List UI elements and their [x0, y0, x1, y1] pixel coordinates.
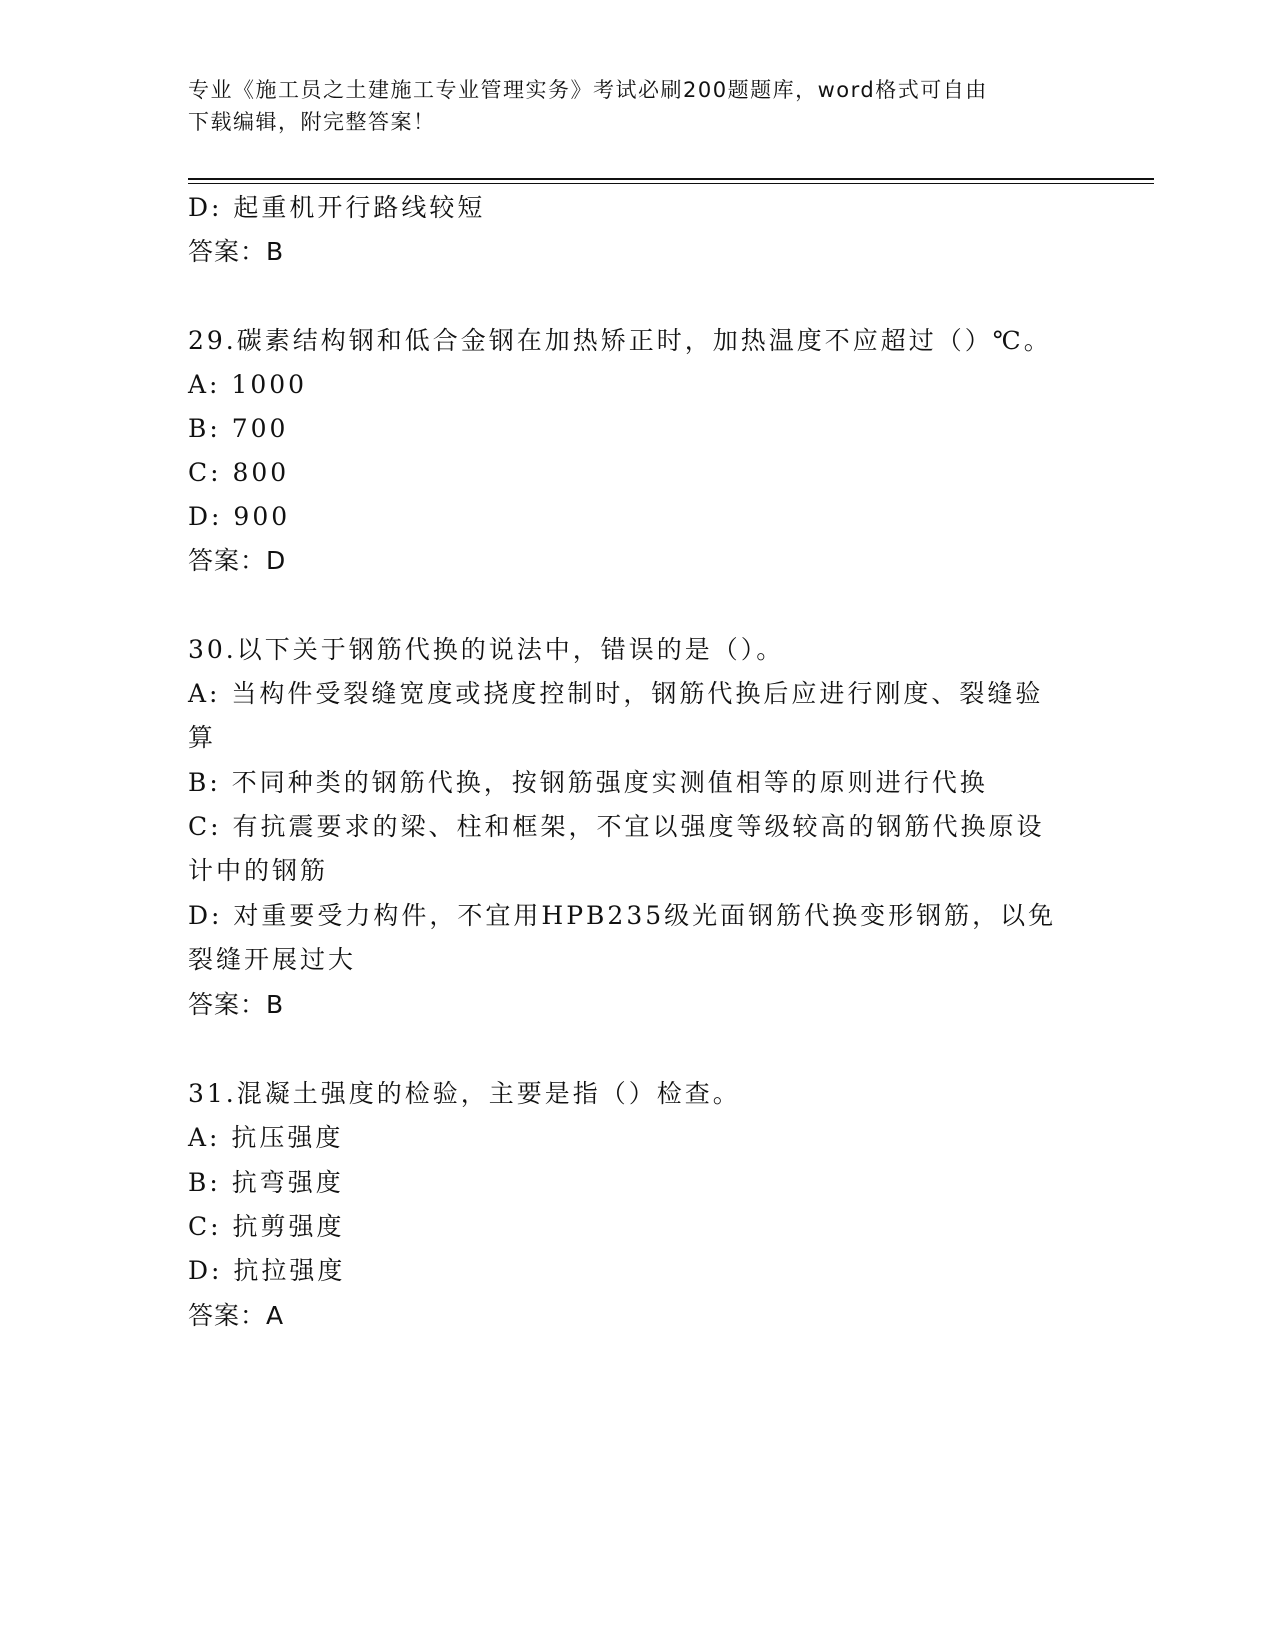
q31-answer: 答案：A	[188, 1301, 285, 1330]
q30-option-a-line-2: 算	[188, 723, 217, 752]
q29-question: 29.碳素结构钢和低合金钢在加热矫正时，加热温度不应超过（）℃。	[188, 326, 1052, 355]
q28-option-d: D: 起重机开行路线较短	[188, 193, 486, 222]
header-divider-thin	[188, 183, 1154, 184]
q30-option-c-line-2: 计中的钢筋	[188, 856, 329, 885]
header-line-1: 专业《施工员之土建施工专业管理实务》考试必刷200题题库，word格式可自由	[188, 78, 988, 102]
q30-answer: 答案：B	[188, 990, 285, 1019]
header-divider-thick	[188, 178, 1154, 180]
q30-option-d-line-2: 裂缝开展过大	[188, 945, 357, 974]
q30-option-d-line-1: D: 对重要受力构件，不宜用HPB235级光面钢筋代换变形钢筋，以免	[188, 901, 1057, 930]
q30-option-a-line-1: A: 当构件受裂缝宽度或挠度控制时，钢筋代换后应进行刚度、裂缝验	[188, 679, 1044, 708]
q31-option-d: D: 抗拉强度	[188, 1256, 346, 1285]
header-line-2: 下载编辑，附完整答案！	[188, 110, 436, 134]
q31-option-b: B: 抗弯强度	[188, 1168, 344, 1197]
q29-option-d: D: 900	[188, 502, 291, 531]
document-header	[188, 74, 1068, 138]
q29-option-c: C: 800	[188, 458, 290, 487]
q30-option-c-line-1: C: 有抗震要求的梁、柱和框架，不宜以强度等级较高的钢筋代换原设	[188, 812, 1045, 841]
q29-answer: 答案：D	[188, 546, 287, 575]
q31-question: 31.混凝土强度的检验，主要是指（）检查。	[188, 1079, 741, 1108]
q30-question: 30.以下关于钢筋代换的说法中，错误的是（）。	[188, 635, 785, 664]
q30-option-b: B: 不同种类的钢筋代换，按钢筋强度实测值相等的原则进行代换	[188, 768, 988, 797]
q29-option-b: B: 700	[188, 414, 289, 443]
q29-option-a: A: 1000	[188, 370, 308, 399]
q31-option-c: C: 抗剪强度	[188, 1212, 345, 1241]
q31-option-a: A: 抗压强度	[188, 1123, 344, 1152]
q28-answer: 答案：B	[188, 237, 285, 266]
